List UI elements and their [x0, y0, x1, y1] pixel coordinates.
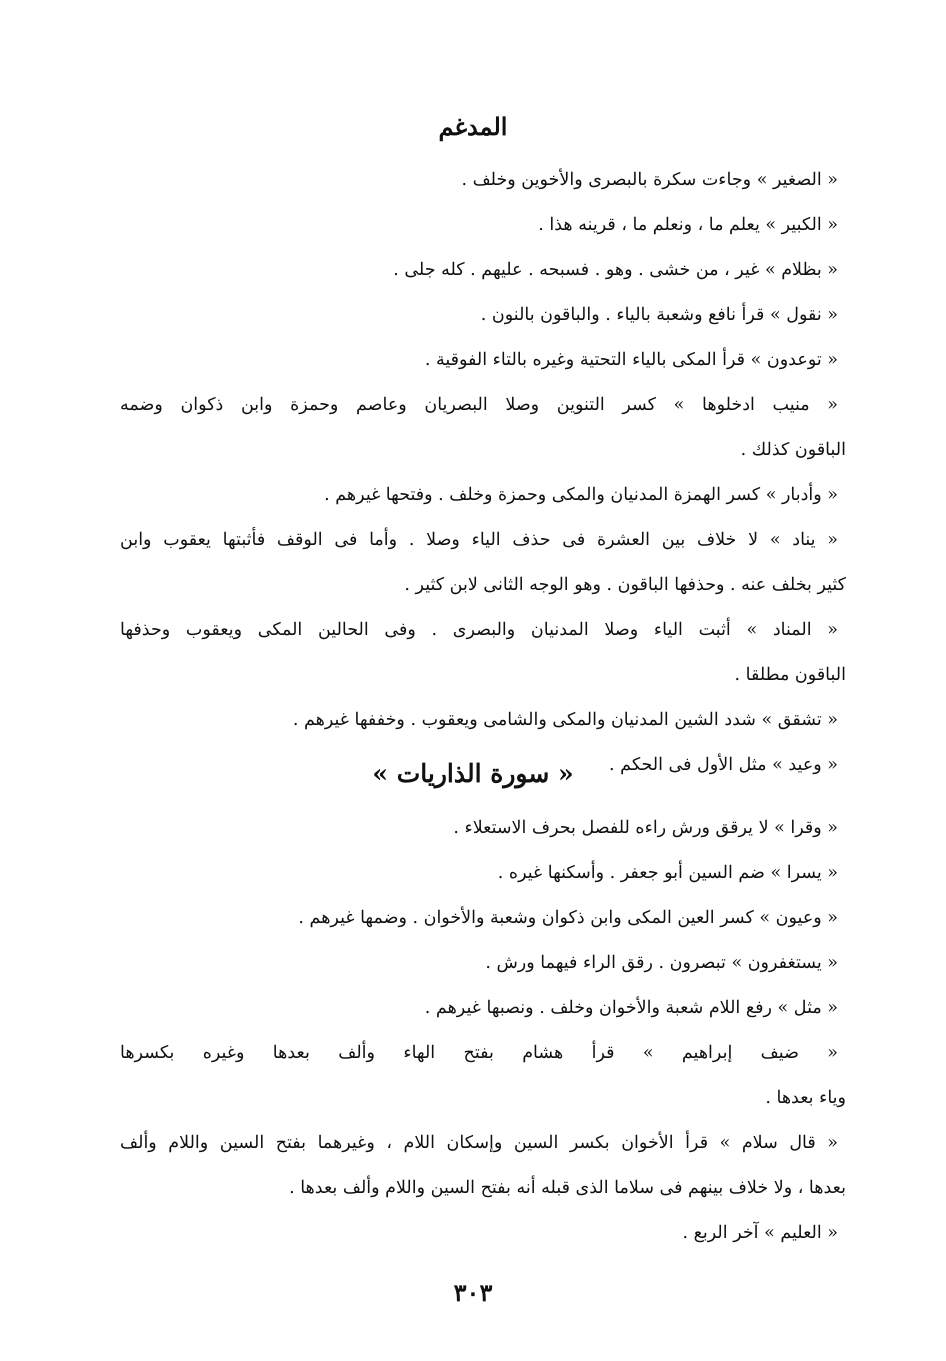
paragraph-block-dhariyat — [120, 806, 846, 1256]
text-line: « يسرا » ضم السين أبو جعفر . وأسكنها غيره . — [497, 863, 838, 883]
page-heading: المدغم — [438, 112, 508, 141]
text-line: « نقول » قرأ نافع وشعبة بالياء . والباقون بالنون . — [480, 305, 838, 325]
section-title: « سورة الذاريات » — [372, 759, 574, 788]
paragraph-block-mudgham — [120, 158, 846, 788]
text-line: « وعيد » مثل الأول فى الحكم . — [609, 755, 838, 775]
text-line-continuation: بعدها ، ولا خلاف بينهم فى سلاما الذى قبله أنه بفتح السين واللام وألف بعدها . — [289, 1178, 846, 1198]
text-line: « الصغير » وجاءت سكرة بالبصرى والأخوين وخلف . — [461, 170, 838, 190]
text-line-continuation: كثير بخلف عنه . وحذفها الباقون . وهو الوجه الثانى لابن كثير . — [404, 575, 846, 595]
text-line: « قال سلام » قرأ الأخوان بكسر السين وإسكان اللام ، وغيرهما بفتح السين واللام وألف — [120, 1133, 838, 1153]
text-line-continuation: الباقون مطلقا . — [734, 665, 846, 685]
text-line: « وقرا » لا يرقق ورش راءه للفصل بحرف الاستعلاء . — [453, 818, 838, 838]
text-line: « يناد » لا خلاف بين العشرة فى حذف الياء وصلا . وأما فى الوقف فأثبتها يعقوب وابن — [120, 530, 838, 550]
page-number: ٣٠٣ — [453, 1278, 493, 1307]
text-line: « الكبير » يعلم ما ، ونعلم ما ، قرينه هذا . — [538, 215, 838, 235]
text-line-continuation: وياء بعدها . — [765, 1088, 846, 1108]
text-line: « المناد » أثبت الياء وصلا المدنيان والبصرى . وفى الحالين المكى ويعقوب وحذفها — [120, 620, 838, 640]
text-line: « توعدون » قرأ المكى بالياء التحتية وغيره بالتاء الفوقية . — [424, 350, 838, 370]
text-line: « تشقق » شدد الشين المدنيان والمكى والشامى ويعقوب . وخففها غيرهم . — [292, 710, 838, 730]
text-line: « يستغفرون » تبصرون . رقق الراء فيهما ورش . — [485, 953, 838, 973]
text-line: « بظلام » غير ، من خشى . وهو . فسبحه . عليهم . كله جلى . — [393, 260, 838, 280]
text-line: « مثل » رفع اللام شعبة والأخوان وخلف . ونصبها غيرهم . — [424, 998, 838, 1018]
text-line-continuation: الباقون كذلك . — [740, 440, 846, 460]
text-line: « العليم » آخر الربع . — [682, 1223, 838, 1243]
text-line: « ضيف إبراهيم » قرأ هشام بفتح الهاء وألف بعدها وغيره بكسرها — [120, 1043, 838, 1063]
text-line: « منيب ادخلوها » كسر التنوين وصلا البصريان وعاصم وحمزة وابن ذكوان وضمه — [120, 395, 838, 415]
text-line: « وأدبار » كسر الهمزة المدنيان والمكى وحمزة وخلف . وفتحها غيرهم . — [324, 485, 838, 505]
text-line: « وعيون » كسر العين المكى وابن ذكوان وشعبة والأخوان . وضمها غيرهم . — [298, 908, 838, 928]
